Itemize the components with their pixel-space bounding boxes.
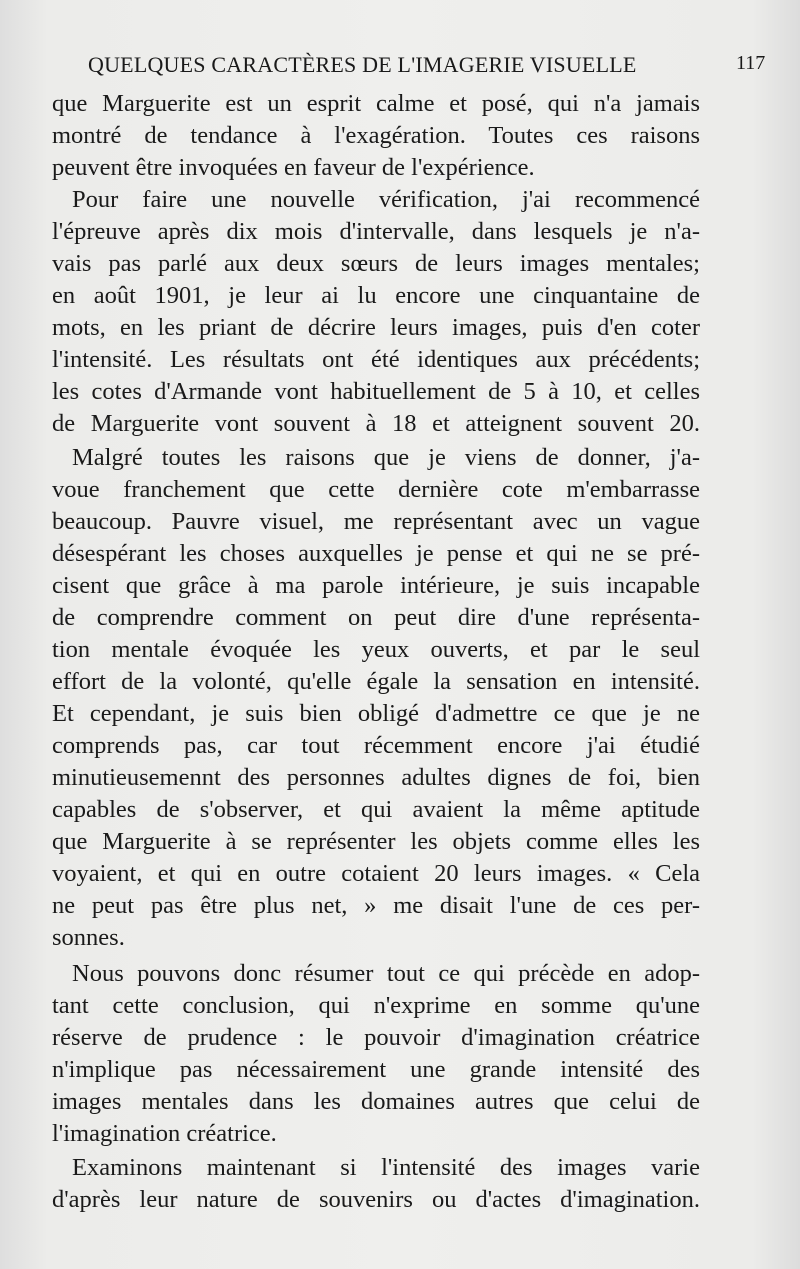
text-line: voue franchement que cette dernière cote m'embarrasse <box>52 476 700 503</box>
running-header <box>88 52 766 84</box>
text-line: vais pas parlé aux deux sœurs de leurs images mentales; <box>52 250 700 277</box>
text-line: réserve de prudence : le pouvoir d'imagination créatrice <box>52 1024 700 1051</box>
text-line: mots, en les priant de décrire leurs images, puis d'en coter <box>52 314 700 341</box>
text-line: voyaient, et qui en outre cotaient 20 leurs images. « Cela <box>52 860 700 887</box>
text-line: peuvent être invoquées en faveur de l'expérience. <box>52 154 535 181</box>
text-line: cisent que grâce à ma parole intérieure, je suis incapable <box>52 572 700 599</box>
text-line: Et cependant, je suis bien obligé d'admettre ce que je ne <box>52 700 700 727</box>
text-line: ne peut pas être plus net, » me disait l'une de ces per- <box>52 892 700 919</box>
running-title: QUELQUES CARACTÈRES DE L'IMAGERIE VISUELLE <box>88 52 637 77</box>
text-line: tant cette conclusion, qui n'exprime en somme qu'une <box>52 992 700 1019</box>
text-line: l'imagination créatrice. <box>52 1120 277 1147</box>
text-line: minutieusemennt des personnes adultes dignes de foi, bien <box>52 764 700 791</box>
text-line: images mentales dans les domaines autres que celui de <box>52 1088 700 1115</box>
text-line: n'implique pas nécessairement une grande intensité des <box>52 1056 700 1083</box>
text-line: l'épreuve après dix mois d'intervalle, dans lesquels je n'a- <box>52 218 700 245</box>
text-line: effort de la volonté, qu'elle égale la sensation en intensité. <box>52 668 700 695</box>
text-line: en août 1901, je leur ai lu encore une cinquantaine de <box>52 282 700 309</box>
text-line: comprends pas, car tout récemment encore j'ai étudié <box>52 732 700 759</box>
text-line: Nous pouvons donc résumer tout ce qui précède en adop- <box>72 960 700 987</box>
text-line: Pour faire une nouvelle vérification, j'ai recommencé <box>72 186 700 213</box>
text-line: les cotes d'Armande vont habituellement de 5 à 10, et celles <box>52 378 700 405</box>
text-line: d'après leur nature de souvenirs ou d'actes d'imagination. <box>52 1186 700 1213</box>
text-line: tion mentale évoquée les yeux ouverts, et par le seul <box>52 636 700 663</box>
text-line: Malgré toutes les raisons que je viens de donner, j'a- <box>72 444 700 471</box>
text-line: que Marguerite à se représenter les objets comme elles les <box>52 828 700 855</box>
text-line: Examinons maintenant si l'intensité des images varie <box>72 1154 700 1181</box>
text-line: de comprendre comment on peut dire d'une représenta- <box>52 604 700 631</box>
text-line: l'intensité. Les résultats ont été identiques aux précédents; <box>52 346 700 373</box>
text-line: que Marguerite est un esprit calme et posé, qui n'a jamais <box>52 90 700 117</box>
text-line: de Marguerite vont souvent à 18 et atteignent souvent 20. <box>52 410 700 437</box>
text-line: sonnes. <box>52 924 125 951</box>
page-number: 117 <box>736 52 766 74</box>
text-line: montré de tendance à l'exagération. Toutes ces raisons <box>52 122 700 149</box>
text-line: capables de s'observer, et qui avaient la même aptitude <box>52 796 700 823</box>
text-line: désespérant les choses auxquelles je pense et qui ne se pré- <box>52 540 700 567</box>
text-line: beaucoup. Pauvre visuel, me représentant avec un vague <box>52 508 700 535</box>
